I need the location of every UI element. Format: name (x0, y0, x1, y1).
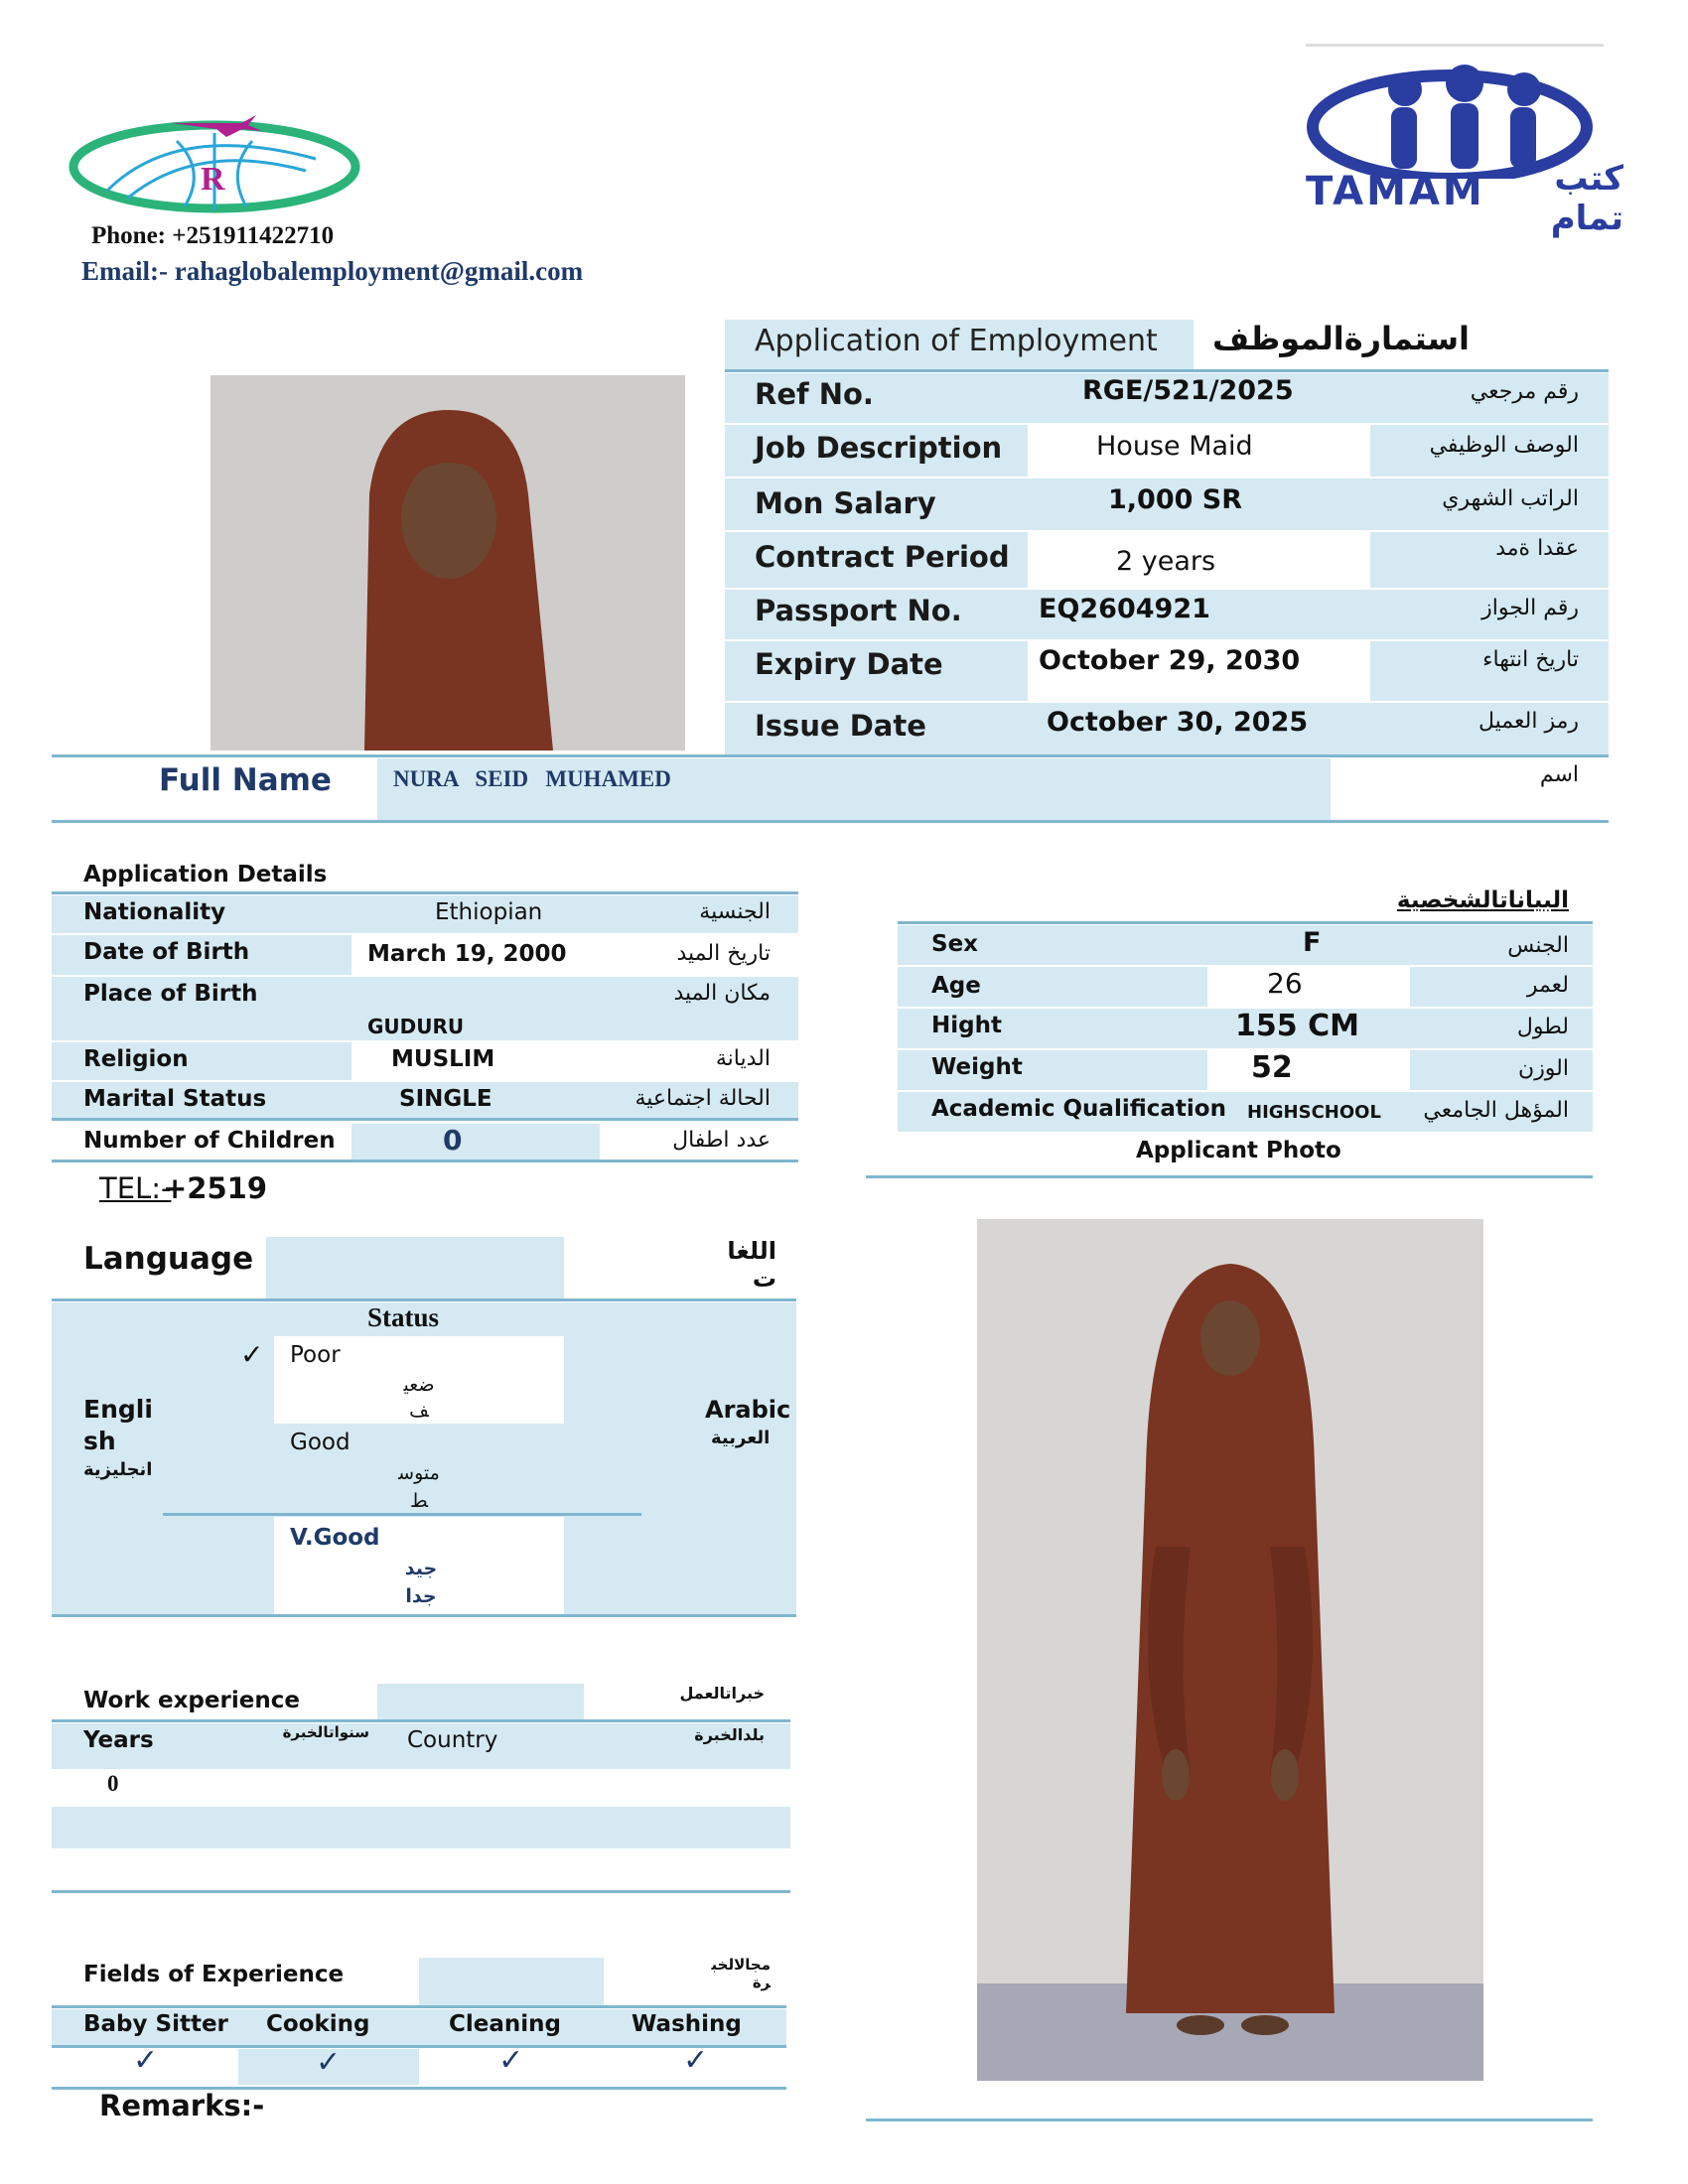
application-title: Application of Employment (755, 324, 1158, 358)
level-poor-arabic: ضعيف (403, 1374, 435, 1422)
contract-period-value: 2 years (1116, 546, 1216, 577)
washing-check-icon: ✓ (683, 2043, 709, 2078)
passport-no-arabic: رقم الجواز (1481, 596, 1579, 620)
expiry-date-arabic: تاريخ انتهاء (1482, 647, 1579, 672)
place-of-birth-arabic: مكان الميد (673, 981, 771, 1006)
children-value: 0 (443, 1124, 463, 1157)
expiry-date-value: October 29, 2030 (1039, 645, 1301, 676)
contract-period-label: Contract Period (755, 540, 1010, 574)
place-of-birth-value: GUDURU (367, 1015, 465, 1038)
phone-text: Phone: +251911422710 (91, 222, 335, 249)
passport-no-label: Passport No. (755, 594, 962, 627)
issue-date-value: October 30, 2025 (1047, 707, 1309, 738)
marital-status-label: Marital Status (83, 1086, 267, 1112)
job-description-arabic: الوصف الوظيفي (1429, 433, 1579, 458)
job-description-value: House Maid (1096, 431, 1253, 462)
cleaning-check-icon: ✓ (498, 2043, 524, 2078)
tel-label: TEL:- (99, 1171, 172, 1205)
level-vgood-arabic: جيد جدا (404, 1558, 438, 1607)
marital-status-value: SINGLE (399, 1086, 492, 1112)
level-good-arabic: متوسط (398, 1462, 440, 1512)
remarks-label: Remarks:- (99, 2089, 265, 2122)
salary-label: Mon Salary (755, 486, 936, 520)
tel-value: +2519 (163, 1171, 268, 1205)
sex-label: Sex (931, 931, 978, 957)
academic-value: HIGHSCHOOL (1247, 1102, 1381, 1123)
religion-value: MUSLIM (391, 1046, 495, 1072)
place-of-birth-label: Place of Birth (83, 981, 258, 1007)
fields-heading: Fields of Experience (83, 1962, 345, 1987)
height-label: Hight (931, 1013, 1002, 1038)
poor-check-icon: ✓ (240, 1338, 264, 1371)
height-arabic: لطول (1516, 1015, 1569, 1039)
field-cooking: Cooking (266, 2011, 370, 2037)
english-label: English (83, 1395, 153, 1455)
passport-no-value: EQ2604921 (1039, 594, 1210, 624)
contract-period-arabic: عقدا ةمد (1495, 536, 1579, 561)
academic-label: Academic Qualification (931, 1096, 1226, 1122)
email-text: Email:- rahaglobalemployment@gmail.com (81, 256, 584, 286)
children-arabic: عدد اطفال (672, 1128, 771, 1153)
field-baby-sitter: Baby Sitter (83, 2011, 228, 2037)
sex-arabic: الجنس (1507, 933, 1569, 958)
height-value: 155 CM (1235, 1009, 1359, 1043)
applicant-headshot (211, 375, 685, 751)
field-washing: Washing (632, 2011, 742, 2037)
language-heading-arabic: اللغات (727, 1237, 776, 1293)
religion-arabic: الديانة (715, 1046, 771, 1071)
job-description-label: Job Description (755, 431, 1003, 465)
applicant-photo-caption: Applicant Photo (1136, 1138, 1341, 1163)
years-label: Years (83, 1727, 154, 1753)
dob-value: March 19, 2000 (367, 941, 567, 967)
personal-heading-arabic: البياناتالشخصية (1396, 887, 1569, 913)
applicant-full-photo (977, 1219, 1483, 2081)
agency-logo-letter: R (201, 161, 225, 198)
age-label: Age (931, 973, 981, 999)
nationality-value: Ethiopian (435, 899, 543, 925)
work-experience-arabic: خبراتالعمل (679, 1684, 765, 1703)
years-value: 0 (107, 1771, 119, 1796)
application-details-heading: Application Details (83, 862, 328, 887)
full-name-label: Full Name (159, 762, 332, 798)
level-vgood: V.Good (290, 1525, 380, 1551)
expiry-date-label: Expiry Date (755, 647, 943, 681)
level-good: Good (290, 1430, 351, 1455)
salary-value: 1,000 SR (1108, 484, 1243, 515)
application-title-arabic: استمارةالموظف (1211, 320, 1470, 357)
salary-arabic: الراتب الشهري (1442, 486, 1579, 511)
agency-logo (68, 111, 365, 220)
country-label: Country (407, 1727, 498, 1753)
partner-logo (1306, 40, 1623, 238)
ref-no-value: RGE/521/2025 (1082, 375, 1294, 406)
full-name-arabic: اسم (1539, 762, 1579, 787)
arabic-arabic: العربية (711, 1428, 771, 1448)
weight-arabic: الوزن (1518, 1056, 1569, 1081)
level-poor: Poor (290, 1342, 341, 1368)
religion-label: Religion (83, 1046, 189, 1072)
baby-sitter-check-icon: ✓ (133, 2043, 159, 2078)
academic-arabic: المؤهل الجامعي (1423, 1098, 1569, 1123)
fields-heading-arabic: مجالالخبرة (711, 1956, 771, 1991)
dob-arabic: تاريخ الميد (676, 941, 771, 966)
status-label: Status (367, 1302, 440, 1332)
work-experience-heading: Work experience (83, 1688, 300, 1713)
age-value: 26 (1267, 967, 1303, 1000)
english-arabic: انجليزية (83, 1459, 153, 1480)
children-label: Number of Children (83, 1128, 336, 1154)
sex-value: F (1303, 927, 1322, 958)
nationality-label: Nationality (83, 899, 226, 925)
age-arabic: لعمر (1526, 973, 1569, 998)
issue-date-arabic: رمز العميل (1478, 709, 1579, 734)
weight-label: Weight (931, 1054, 1023, 1080)
marital-status-arabic: الحالة اجتماعية (634, 1086, 771, 1111)
years-arabic: سنواتالخبرة (282, 1723, 369, 1741)
nationality-arabic: الجنسية (699, 899, 771, 924)
ref-no-label: Ref No. (755, 377, 874, 411)
full-name-value: NURA SEID MUHAMED (393, 766, 671, 791)
ref-no-arabic: رقم مرجعي (1470, 379, 1579, 404)
cooking-check-icon: ✓ (316, 2045, 342, 2080)
dob-label: Date of Birth (83, 939, 250, 965)
country-arabic: بلدالخبرة (694, 1725, 765, 1744)
issue-date-label: Issue Date (755, 709, 926, 743)
arabic-label: Arabic (705, 1396, 791, 1424)
field-cleaning: Cleaning (449, 2011, 561, 2037)
partner-logo-text: TAMAM (1306, 169, 1485, 214)
partner-logo-arabic: كتب تمام (1550, 159, 1623, 238)
language-heading: Language (83, 1241, 254, 1277)
weight-value: 52 (1251, 1050, 1293, 1085)
